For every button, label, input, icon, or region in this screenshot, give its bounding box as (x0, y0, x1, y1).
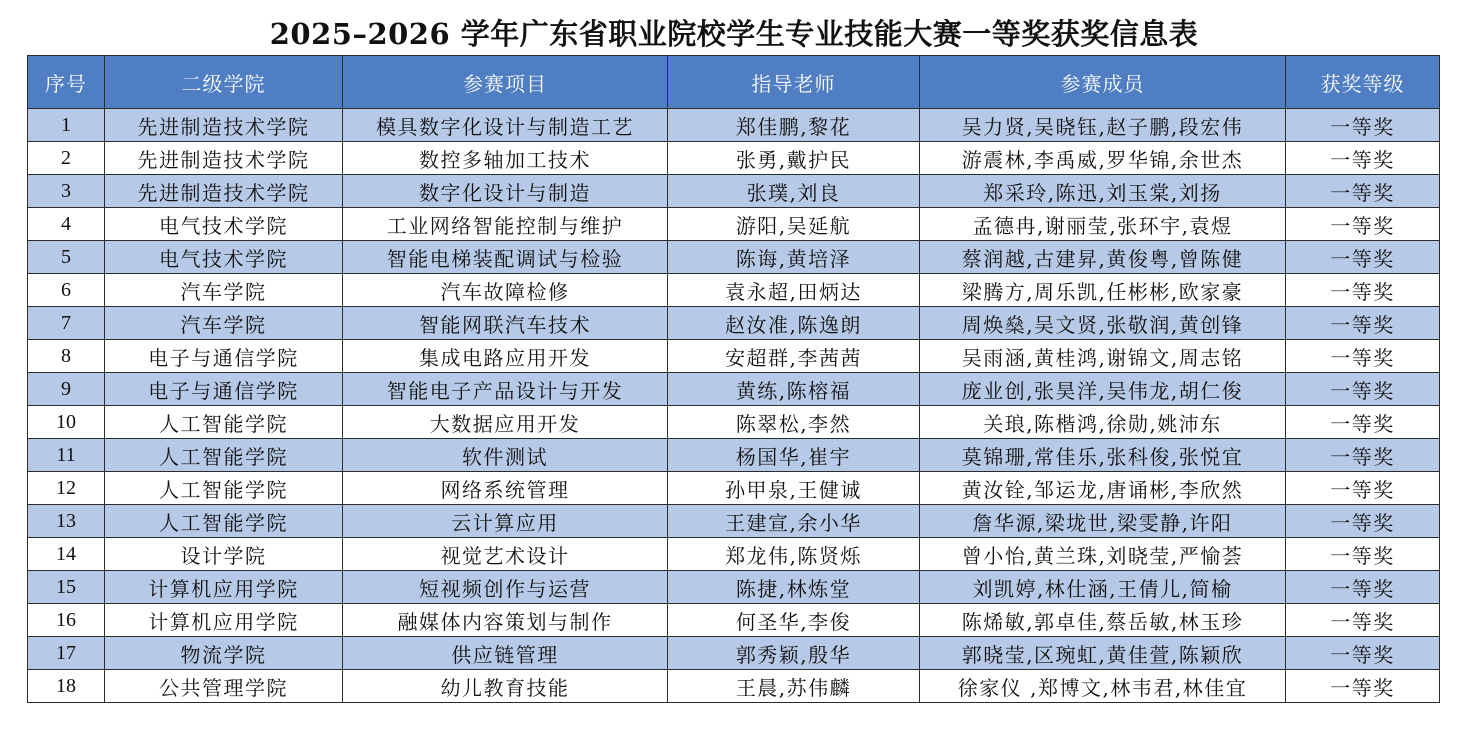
cell-college: 计算机应用学院 (105, 604, 343, 637)
cell-award-level: 一等奖 (1286, 109, 1440, 142)
cell-project: 数控多轴加工技术 (343, 142, 668, 175)
table-row (28, 637, 1440, 670)
cell-award-level: 一等奖 (1286, 274, 1440, 307)
cell-advisors: 陈翠松,李然 (668, 406, 920, 439)
header-award-level: 获奖等级 (1286, 56, 1440, 109)
cell-advisors: 安超群,李茜茜 (668, 340, 920, 373)
table-body (28, 109, 1440, 703)
table-row (28, 142, 1440, 175)
cell-project: 供应链管理 (343, 637, 668, 670)
cell-index: 9 (28, 373, 105, 406)
table-row (28, 373, 1440, 406)
cell-advisors: 陈捷,林炼堂 (668, 571, 920, 604)
cell-project: 短视频创作与运营 (343, 571, 668, 604)
table-row (28, 571, 1440, 604)
cell-members: 曾小怡,黄兰珠,刘晓莹,严愉荟 (920, 538, 1286, 571)
cell-advisors: 袁永超,田炳达 (668, 274, 920, 307)
table-row (28, 208, 1440, 241)
table-row (28, 670, 1440, 703)
table-row (28, 175, 1440, 208)
cell-award-level: 一等奖 (1286, 307, 1440, 340)
cell-award-level: 一等奖 (1286, 604, 1440, 637)
cell-award-level: 一等奖 (1286, 505, 1440, 538)
header-advisors: 指导老师 (668, 56, 920, 109)
header-members: 参赛成员 (920, 56, 1286, 109)
cell-advisors: 郑佳鹏,黎花 (668, 109, 920, 142)
cell-award-level: 一等奖 (1286, 472, 1440, 505)
cell-college: 物流学院 (105, 637, 343, 670)
table-row (28, 439, 1440, 472)
cell-project: 工业网络智能控制与维护 (343, 208, 668, 241)
cell-college: 人工智能学院 (105, 406, 343, 439)
cell-award-level: 一等奖 (1286, 208, 1440, 241)
cell-index: 1 (28, 109, 105, 142)
table-header (28, 56, 1440, 109)
cell-members: 关琅,陈楷鸿,徐勋,姚沛东 (920, 406, 1286, 439)
cell-index: 5 (28, 241, 105, 274)
cell-index: 14 (28, 538, 105, 571)
cell-award-level: 一等奖 (1286, 406, 1440, 439)
cell-college: 电子与通信学院 (105, 340, 343, 373)
cell-college: 计算机应用学院 (105, 571, 343, 604)
cell-college: 汽车学院 (105, 307, 343, 340)
cell-members: 周焕燊,吴文贤,张敬润,黄创锋 (920, 307, 1286, 340)
cell-award-level: 一等奖 (1286, 538, 1440, 571)
cell-award-level: 一等奖 (1286, 373, 1440, 406)
cell-award-level: 一等奖 (1286, 142, 1440, 175)
cell-index: 11 (28, 439, 105, 472)
cell-award-level: 一等奖 (1286, 340, 1440, 373)
cell-index: 6 (28, 274, 105, 307)
cell-members: 郑采玲,陈迅,刘玉棠,刘扬 (920, 175, 1286, 208)
cell-members: 黄汝铨,邹运龙,唐诵彬,李欣然 (920, 472, 1286, 505)
table-row (28, 109, 1440, 142)
cell-award-level: 一等奖 (1286, 175, 1440, 208)
cell-project: 云计算应用 (343, 505, 668, 538)
cell-college: 电气技术学院 (105, 241, 343, 274)
cell-advisors: 郑龙伟,陈贤烁 (668, 538, 920, 571)
cell-members: 刘凯婷,林仕涵,王倩儿,简榆 (920, 571, 1286, 604)
cell-index: 16 (28, 604, 105, 637)
cell-project: 软件测试 (343, 439, 668, 472)
table-row (28, 472, 1440, 505)
cell-members: 郭晓莹,区琬虹,黄佳萱,陈颖欣 (920, 637, 1286, 670)
cell-college: 先进制造技术学院 (105, 109, 343, 142)
cell-advisors: 黄练,陈榕福 (668, 373, 920, 406)
cell-award-level: 一等奖 (1286, 670, 1440, 703)
cell-award-level: 一等奖 (1286, 571, 1440, 604)
cell-project: 视觉艺术设计 (343, 538, 668, 571)
table-row (28, 340, 1440, 373)
cell-index: 3 (28, 175, 105, 208)
cell-project: 智能电子产品设计与开发 (343, 373, 668, 406)
cell-advisors: 张璞,刘良 (668, 175, 920, 208)
cell-advisors: 孙甲泉,王健诚 (668, 472, 920, 505)
cell-college: 人工智能学院 (105, 472, 343, 505)
cell-college: 公共管理学院 (105, 670, 343, 703)
cell-college: 人工智能学院 (105, 439, 343, 472)
table-row (28, 241, 1440, 274)
table-row (28, 406, 1440, 439)
cell-project: 集成电路应用开发 (343, 340, 668, 373)
cell-college: 先进制造技术学院 (105, 175, 343, 208)
award-table (27, 55, 1440, 703)
cell-award-level: 一等奖 (1286, 241, 1440, 274)
cell-advisors: 游阳,吴延航 (668, 208, 920, 241)
cell-members: 徐家仪 ,郑博文,林韦君,林佳宜 (920, 670, 1286, 703)
cell-advisors: 杨国华,崔宇 (668, 439, 920, 472)
cell-index: 8 (28, 340, 105, 373)
cell-members: 游震林,李禹威,罗华锦,余世杰 (920, 142, 1286, 175)
table-row (28, 307, 1440, 340)
cell-members: 庞业创,张昊洋,吴伟龙,胡仁俊 (920, 373, 1286, 406)
cell-project: 智能网联汽车技术 (343, 307, 668, 340)
cell-project: 数字化设计与制造 (343, 175, 668, 208)
cell-advisors: 何圣华,李俊 (668, 604, 920, 637)
cell-members: 孟德冉,谢丽莹,张环宇,袁煜 (920, 208, 1286, 241)
cell-index: 15 (28, 571, 105, 604)
cell-advisors: 张勇,戴护民 (668, 142, 920, 175)
cell-advisors: 王建宣,余小华 (668, 505, 920, 538)
cell-college: 设计学院 (105, 538, 343, 571)
cell-college: 电气技术学院 (105, 208, 343, 241)
cell-college: 先进制造技术学院 (105, 142, 343, 175)
cell-members: 吴力贤,吴晓钰,赵子鹏,段宏伟 (920, 109, 1286, 142)
cell-advisors: 赵汝准,陈逸朗 (668, 307, 920, 340)
header-college: 二级学院 (105, 56, 343, 109)
cell-index: 13 (28, 505, 105, 538)
cell-advisors: 郭秀颖,殷华 (668, 637, 920, 670)
cell-index: 12 (28, 472, 105, 505)
header-index: 序号 (28, 56, 105, 109)
cell-project: 融媒体内容策划与制作 (343, 604, 668, 637)
table-title: 2025–2026 学年广东省职业院校学生专业技能大赛一等奖获奖信息表 (269, 17, 1199, 51)
cell-college: 汽车学院 (105, 274, 343, 307)
cell-members: 梁腾方,周乐凯,任彬彬,欧家豪 (920, 274, 1286, 307)
cell-members: 吴雨涵,黄桂鸿,谢锦文,周志铭 (920, 340, 1286, 373)
cell-index: 10 (28, 406, 105, 439)
table-row (28, 604, 1440, 637)
cell-project: 模具数字化设计与制造工艺 (343, 109, 668, 142)
cell-index: 7 (28, 307, 105, 340)
cell-members: 陈烯敏,郭卓佳,蔡岳敏,林玉珍 (920, 604, 1286, 637)
cell-index: 17 (28, 637, 105, 670)
cell-award-level: 一等奖 (1286, 439, 1440, 472)
cell-project: 汽车故障检修 (343, 274, 668, 307)
cell-index: 4 (28, 208, 105, 241)
cell-project: 大数据应用开发 (343, 406, 668, 439)
cell-advisors: 陈诲,黄培泽 (668, 241, 920, 274)
cell-members: 蔡润越,古建昇,黄俊粤,曾陈健 (920, 241, 1286, 274)
cell-index: 18 (28, 670, 105, 703)
cell-college: 人工智能学院 (105, 505, 343, 538)
header-project: 参赛项目 (343, 56, 668, 109)
header-row (28, 56, 1440, 109)
cell-index: 2 (28, 142, 105, 175)
cell-college: 电子与通信学院 (105, 373, 343, 406)
cell-award-level: 一等奖 (1286, 637, 1440, 670)
cell-members: 莫锦珊,常佳乐,张科俊,张悦宜 (920, 439, 1286, 472)
cell-project: 网络系统管理 (343, 472, 668, 505)
table-row (28, 505, 1440, 538)
cell-advisors: 王晨,苏伟麟 (668, 670, 920, 703)
table-row (28, 538, 1440, 571)
table-row (28, 274, 1440, 307)
cell-members: 詹华源,梁垅世,梁雯静,许阳 (920, 505, 1286, 538)
cell-project: 智能电梯装配调试与检验 (343, 241, 668, 274)
cell-project: 幼儿教育技能 (343, 670, 668, 703)
